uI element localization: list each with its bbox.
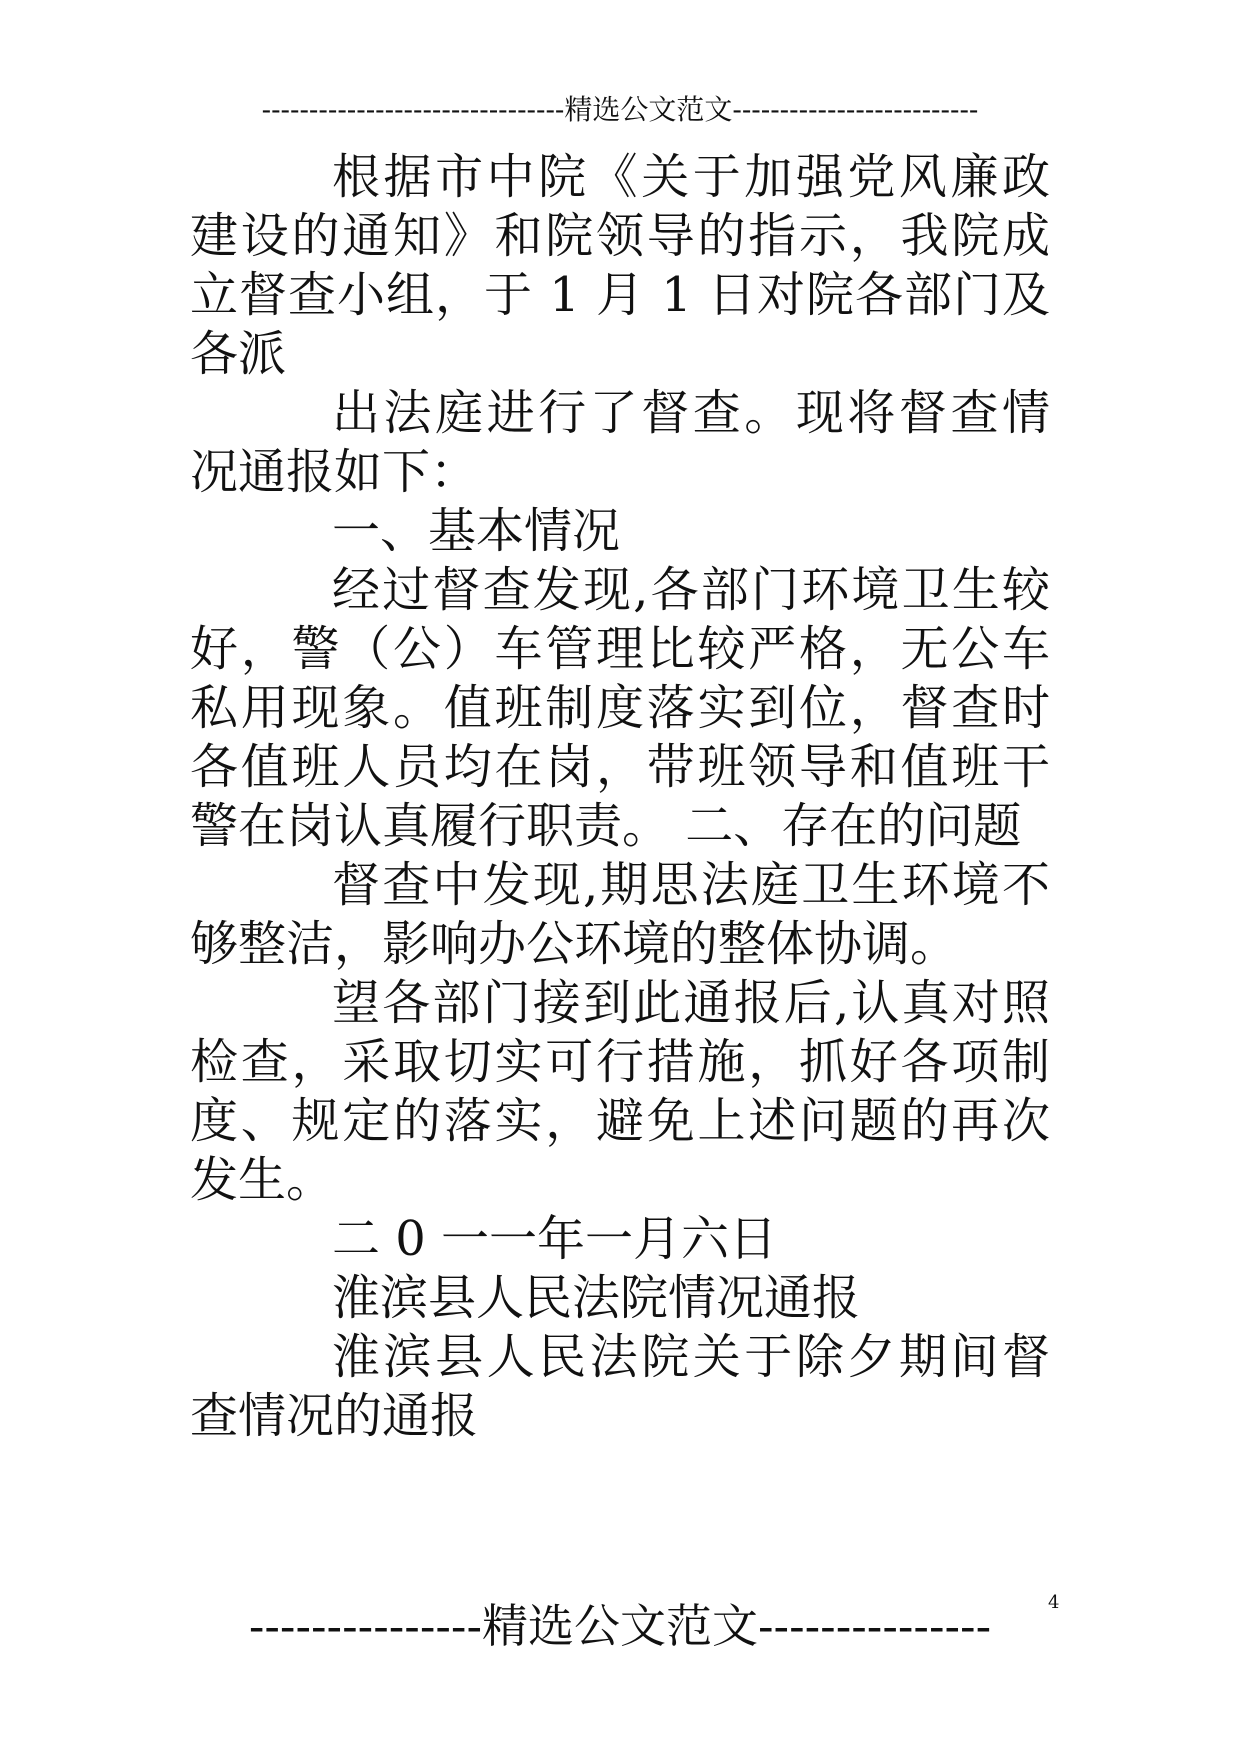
document-body (190, 148, 1050, 1446)
document-title: 淮滨县人民法院情况通报 (332, 1270, 861, 1326)
paragraph-requirements: 望各部门接到此通报后,认真对照检查，采取切实可行措施，抓好各项制度、规定的落实，避免上述问题的再次发生。 (190, 975, 1050, 1208)
paragraph-basic-situation: 经过督查发现,各部门环境卫生较好，警（公）车管理比较严格，无公车私用现象。值班制度落实到位，督查时各值班人员均在岗，带班领导和值班干警在岗认真履行职责。 二、存在的问题 (190, 562, 1050, 854)
page-number: 4 (1048, 1592, 1060, 1613)
paragraph-intro: 根据市中院《关于加强党风廉政建设的通知》和院领导的指示，我院成立督查小组，于 1 月 1 日对院各部门及各派 (190, 149, 1050, 382)
document-subtitle: 淮滨县人民法院关于除夕期间督查情况的通报 (190, 1329, 1050, 1444)
section-heading-basic: 一、基本情况 (332, 503, 621, 559)
page-footer: ---------------精选公文范文--------------- (248, 1599, 992, 1653)
paragraph-problems: 督查中发现,期思法庭卫生环境不够整洁，影响办公环境的整体协调。 (190, 857, 1050, 972)
page-header: --------------------------------精选公文范文-------------------------- (261, 93, 979, 126)
document-date: 二 0 一一年一月六日 (332, 1211, 778, 1267)
paragraph-intro-continued: 出法庭进行了督查。现将督查情况通报如下： (190, 385, 1050, 500)
